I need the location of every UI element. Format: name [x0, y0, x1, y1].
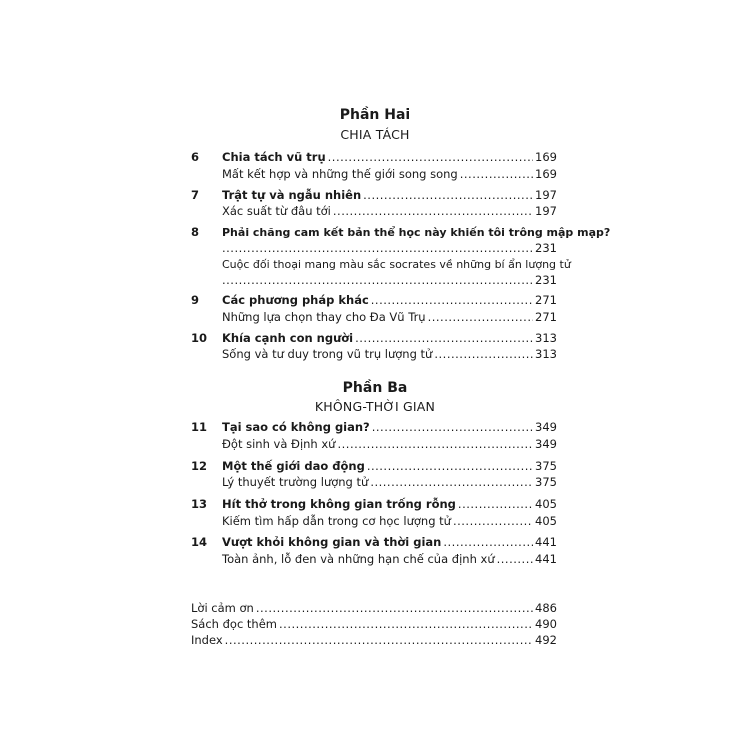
toc-chapter-10[interactable] — [191, 331, 557, 345]
dot-leader — [279, 617, 533, 631]
back-matter-title: Index — [191, 633, 223, 647]
page-number: 441 — [535, 552, 557, 566]
toc-section-6[interactable] — [222, 167, 557, 181]
chapter-number: 12 — [191, 459, 208, 473]
page-number: 405 — [535, 514, 557, 528]
dot-leader — [371, 293, 533, 307]
chapter-number: 14 — [191, 535, 208, 549]
page-number: 441 — [535, 535, 557, 549]
toc-chapter-6[interactable] — [191, 150, 557, 164]
chapter-title: Các phương pháp khác — [222, 293, 369, 307]
part-two-subtitle: CHIA TÁCH — [340, 127, 410, 142]
toc-section-12[interactable] — [222, 475, 557, 489]
toc-chapter-12[interactable] — [191, 459, 557, 473]
chapter-title: Phải chăng cam kết bản thể học này khiến tôi trông mập mạp? — [222, 226, 611, 239]
page-number: 486 — [535, 601, 557, 615]
dot-leader — [453, 514, 533, 528]
chapter-number: 8 — [191, 225, 200, 239]
part-three-title: Phần Ba — [342, 380, 408, 396]
part-two-title: Phần Hai — [339, 107, 411, 123]
page-number: 375 — [535, 459, 557, 473]
part-three-subtitle: KHÔNG-THỜI GIAN — [314, 399, 436, 414]
section-title: Đột sinh và Định xứ — [222, 437, 336, 451]
dot-leader — [458, 497, 533, 511]
chapter-title: Khía cạnh con người — [222, 331, 354, 345]
page-number: 375 — [535, 475, 557, 489]
toc-chapter-7[interactable] — [191, 188, 557, 202]
dot-leader — [460, 167, 533, 181]
dot-leader — [355, 331, 533, 345]
toc-section-10[interactable] — [222, 347, 557, 361]
toc-back-index[interactable] — [191, 633, 557, 647]
toc-chapter-9[interactable] — [191, 293, 557, 307]
dot-leader — [443, 535, 533, 549]
section-title: Sống và tư duy trong vũ trụ lượng tử — [222, 347, 433, 361]
dot-leader — [222, 241, 533, 255]
back-matter-title: Sách đọc thêm — [191, 617, 278, 631]
dot-leader — [434, 347, 533, 361]
page-number: 349 — [535, 420, 557, 434]
dot-leader — [370, 475, 533, 489]
page-number: 197 — [535, 204, 557, 218]
dot-leader — [497, 552, 533, 566]
page-number: 492 — [535, 633, 557, 647]
page-number: 271 — [535, 293, 557, 307]
dot-leader — [367, 459, 533, 473]
section-title: Những lựa chọn thay cho Đa Vũ Trụ — [222, 310, 426, 324]
page-number: 169 — [535, 150, 557, 164]
toc-section-9[interactable] — [222, 310, 557, 324]
dot-leader — [256, 601, 533, 615]
page-number: 313 — [535, 347, 557, 361]
toc-chapter-8-leader[interactable] — [222, 241, 557, 255]
page-number: 349 — [535, 437, 557, 451]
page-number: 231 — [535, 241, 557, 255]
toc-back-acknowledgements[interactable] — [191, 601, 557, 615]
page-number: 169 — [535, 167, 557, 181]
page-number: 231 — [535, 273, 557, 287]
dot-leader — [337, 437, 533, 451]
dot-leader — [225, 633, 533, 647]
chapter-title: Trật tự và ngẫu nhiên — [222, 188, 362, 202]
chapter-number: 9 — [191, 293, 200, 307]
toc-chapter-11[interactable] — [191, 420, 557, 434]
chapter-title: Hít thở trong không gian trống rỗng — [222, 497, 456, 511]
page-number: 197 — [535, 188, 557, 202]
toc-section-7[interactable] — [222, 204, 557, 218]
toc-section-8-leader[interactable] — [222, 273, 557, 287]
section-title: Toàn ảnh, lỗ đen và những hạn chế của định xứ — [222, 552, 495, 566]
page-number: 405 — [535, 497, 557, 511]
back-matter-title: Lời cảm ơn — [191, 601, 254, 615]
toc-section-11[interactable] — [222, 437, 557, 451]
dot-leader — [372, 420, 533, 434]
chapter-number: 7 — [191, 188, 200, 202]
chapter-number: 11 — [191, 420, 208, 434]
chapter-title: Tại sao có không gian? — [222, 420, 370, 434]
section-title: Mất kết hợp và những thế giới song song — [222, 167, 458, 181]
chapter-number: 6 — [191, 150, 200, 164]
chapter-title: Chia tách vũ trụ — [222, 150, 326, 164]
section-title: Lý thuyết trường lượng tử — [222, 475, 369, 489]
dot-leader — [328, 150, 533, 164]
toc-chapter-13[interactable] — [191, 497, 557, 511]
toc-chapter-14[interactable] — [191, 535, 557, 549]
toc-back-further-reading[interactable] — [191, 617, 557, 631]
dot-leader — [428, 310, 533, 324]
section-title: Xác suất từ đâu tới — [222, 204, 331, 218]
page-number: 313 — [535, 331, 557, 345]
toc-section-8[interactable] — [222, 258, 571, 272]
section-title: Cuộc đối thoại mang màu sắc socrates về những bí ẩn lượng tử — [222, 258, 571, 271]
dot-leader — [333, 204, 533, 218]
chapter-number: 10 — [191, 331, 208, 345]
dot-leader — [222, 273, 533, 287]
chapter-number: 13 — [191, 497, 208, 511]
chapter-title: Vượt khỏi không gian và thời gian — [222, 535, 442, 549]
page-number: 490 — [535, 617, 557, 631]
dot-leader — [363, 188, 533, 202]
section-title: Kiếm tìm hấp dẫn trong cơ học lượng tử — [222, 514, 451, 528]
toc-section-14[interactable] — [222, 552, 557, 566]
toc-section-13[interactable] — [222, 514, 557, 528]
page-number: 271 — [535, 310, 557, 324]
chapter-title: Một thế giới dao động — [222, 459, 365, 473]
toc-chapter-8[interactable] — [191, 225, 611, 239]
